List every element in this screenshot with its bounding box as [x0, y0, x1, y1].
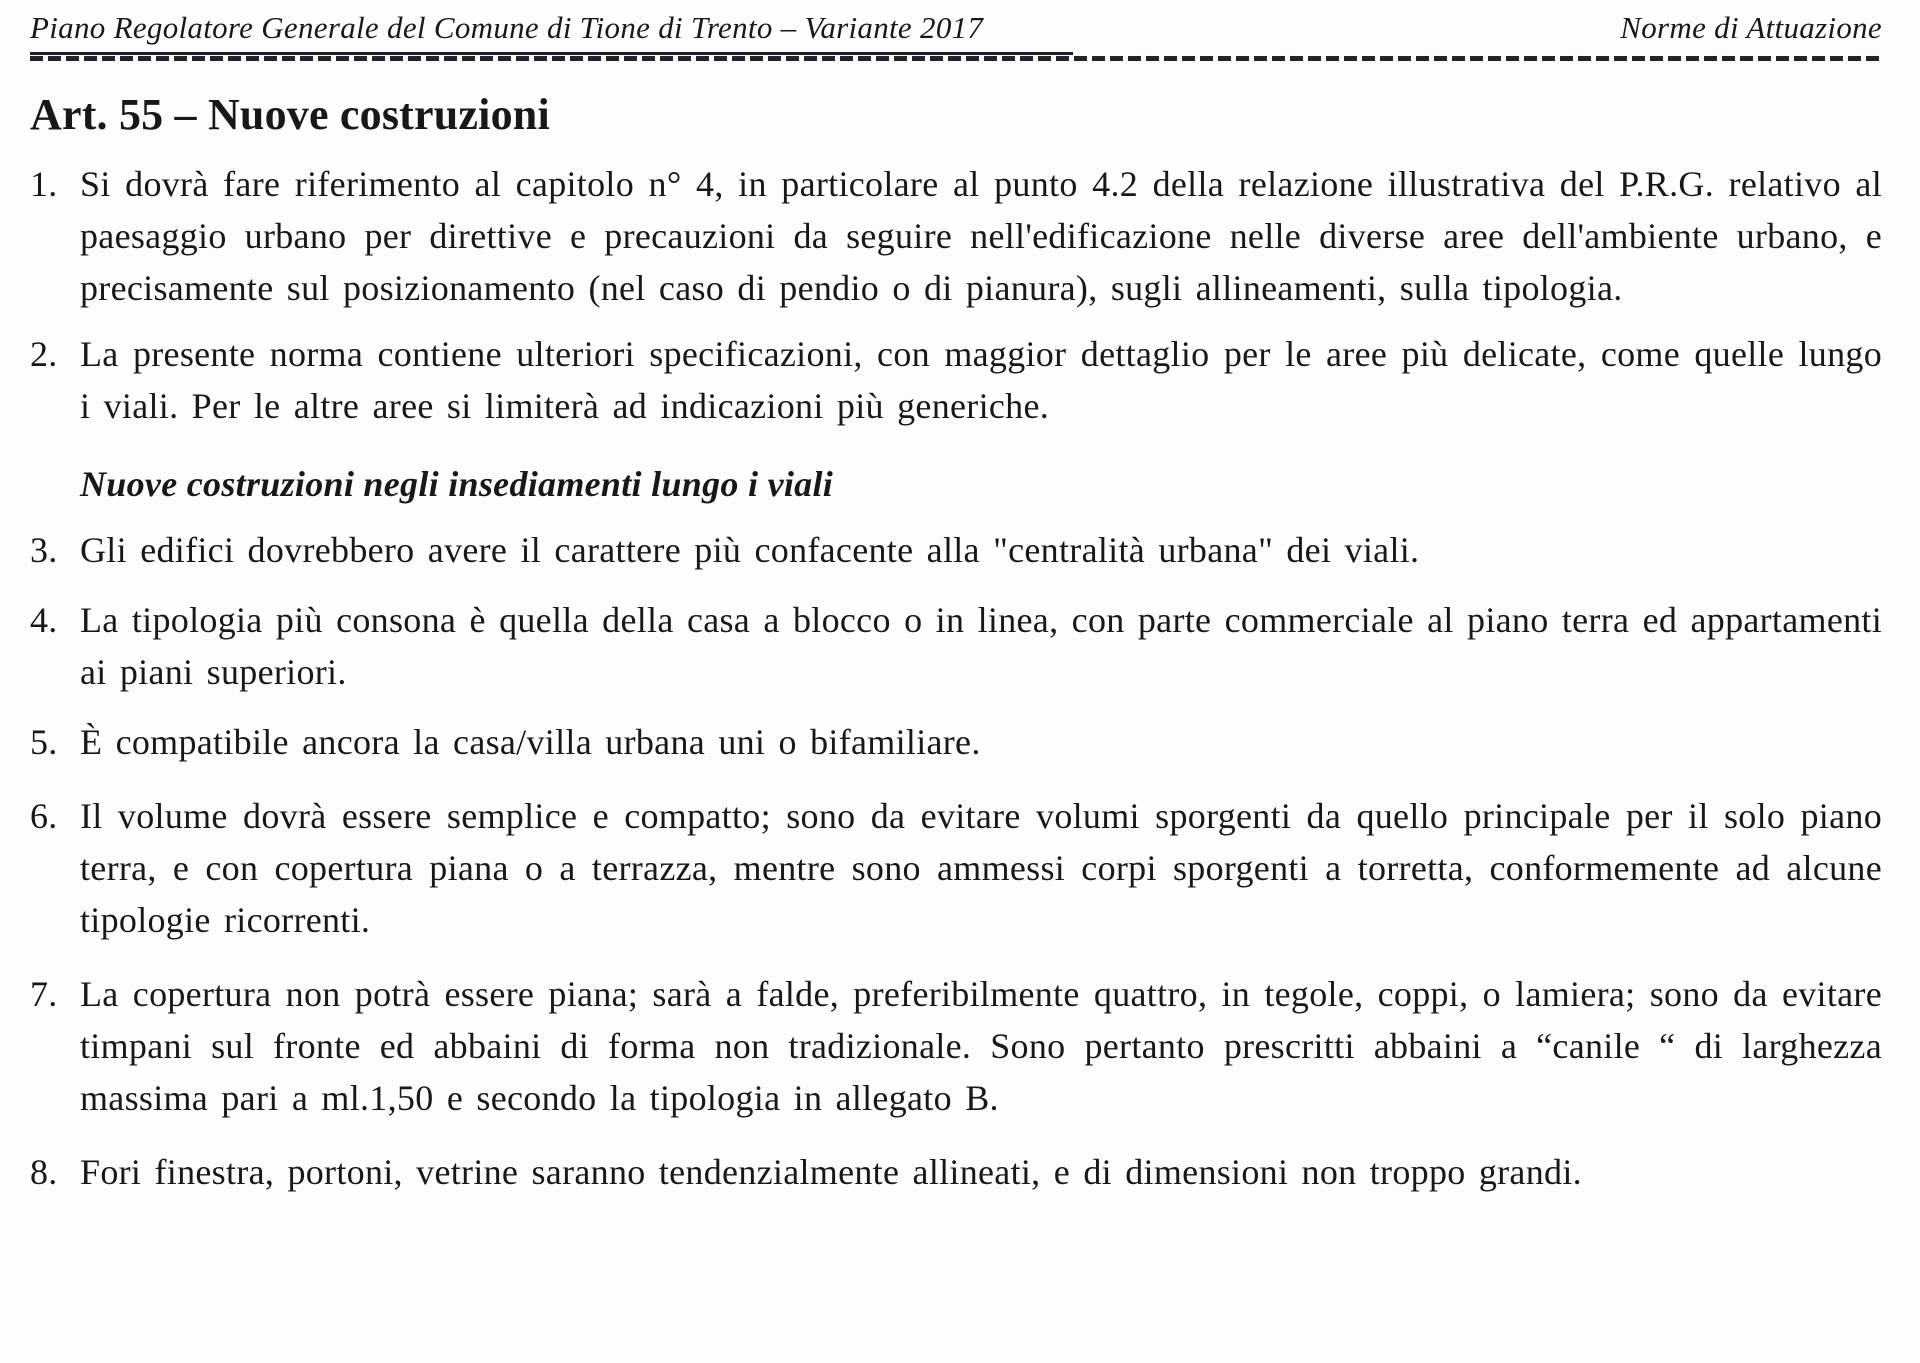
article-title: Art. 55 – Nuove costruzioni [30, 90, 550, 139]
section-subheading: Nuove costruzioni negli insediamenti lungo i viali [80, 464, 834, 504]
list-item-3 [30, 524, 1882, 576]
item-number: 4. [30, 600, 58, 640]
item-text: Gli edifici dovrebbero avere il carattere più confacente alla "centralità urbana" dei viali. [80, 530, 1420, 570]
item-number: 1. [30, 164, 58, 204]
item-number: 7. [30, 974, 58, 1014]
item-number: 3. [30, 530, 58, 570]
item-text: Fori finestra, portoni, vetrine saranno tendenzialmente allineati, e di dimensioni non troppo grandi. [80, 1152, 1582, 1192]
item-text: La presente norma contiene ulteriori specificazioni, con maggior dettaglio per le aree più delicate, come quelle lungo i viali. Per le altre aree si limiterà ad indicazioni più generiche. [80, 334, 1882, 426]
list-item-1 [30, 158, 1882, 314]
header-section-label: Norme di Attuazione [1620, 10, 1882, 45]
item-number: 2. [30, 334, 58, 374]
item-number: 8. [30, 1152, 58, 1192]
list-item-5 [30, 716, 1882, 768]
item-text: Si dovrà fare riferimento al capitolo n° 4, in particolare al punto 4.2 della relazione illustrativa del P.R.G. relativo al paesaggio urbano per direttive e precauzioni da seguire nell'edificazione nelle diverse aree dell'ambiente urbano, e precisamente sul posizionamento (nel caso di pendio o di pianura), sugli allineamenti, sulla tipologia. [80, 164, 1882, 308]
list-item-6 [30, 790, 1882, 946]
item-number: 6. [30, 796, 58, 836]
item-text: È compatibile ancora la casa/villa urbana uni o bifamiliare. [80, 722, 981, 762]
item-text: La tipologia più consona è quella della casa a blocco o in linea, con parte commerciale al piano terra ed appartamenti ai piani superiori. [80, 600, 1882, 692]
item-number: 5. [30, 722, 58, 762]
item-text: La copertura non potrà essere piana; sarà a falde, preferibilmente quattro, in tegole, coppi, o lamiera; sono da evitare timpani sul fronte ed abbaini di forma non tradizionale. Sono pertanto prescritti abbaini a “canile “ di larghezza massima pari a ml.1,50 e secondo la tipologia in allegato B. [80, 974, 1882, 1118]
header-dashed-divider [30, 56, 1882, 61]
page-header [30, 10, 1882, 55]
header-document-title: Piano Regolatore Generale del Comune di Tione di Trento – Variante 2017 [30, 10, 1073, 55]
list-item-2 [30, 328, 1882, 432]
item-text: Il volume dovrà essere semplice e compatto; sono da evitare volumi sporgenti da quello principale per il solo piano terra, e con copertura piana o a terrazza, mentre sono ammessi corpi sporgenti a torretta, conformemente ad alcune tipologie ricorrenti. [80, 796, 1882, 940]
list-item-4 [30, 594, 1882, 698]
list-item-7 [30, 968, 1882, 1124]
list-item-8 [30, 1146, 1882, 1198]
